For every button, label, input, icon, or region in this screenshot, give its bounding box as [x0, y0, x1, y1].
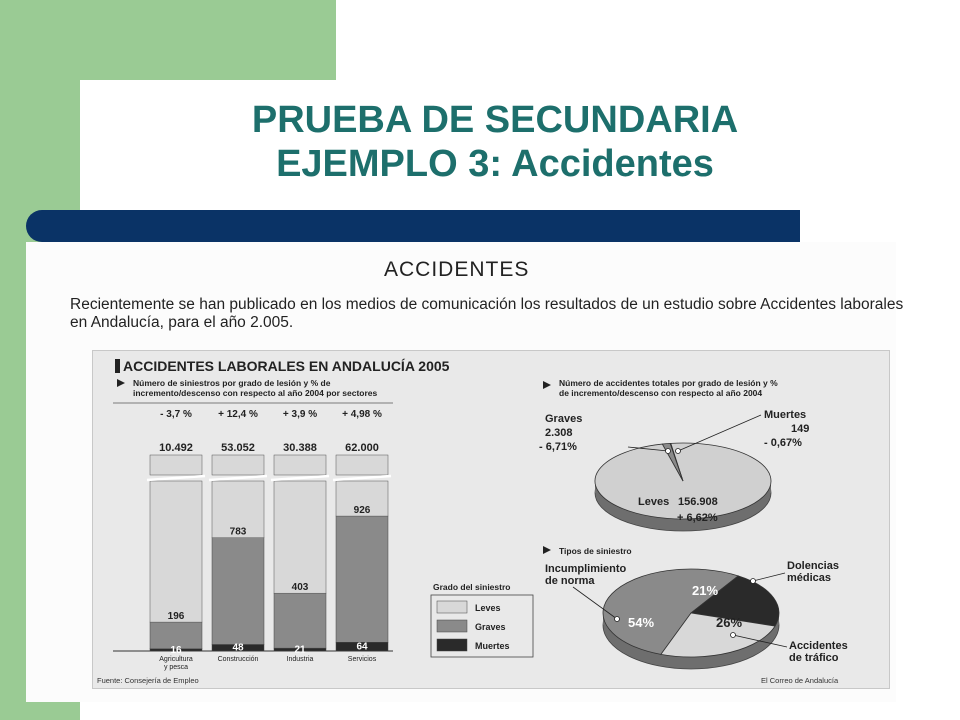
pie1-value-graves: 2.308 — [545, 427, 573, 439]
bar-pct-change: + 3,9 % — [282, 409, 318, 420]
bar-label-muertes: 64 — [356, 641, 368, 653]
pie2-label-trafico-line1: Accidentes — [789, 640, 848, 652]
pie1-change-muertes: - 0,67% — [764, 437, 802, 449]
document-heading: ACCIDENTES — [384, 258, 530, 281]
accidents-figure-svg — [93, 351, 889, 688]
bar-total-label: 10.492 — [159, 442, 193, 454]
bar-category-label: y pesca — [163, 664, 189, 671]
bar-leves-top — [274, 455, 326, 475]
pie2-leader-dot-dolencias — [751, 579, 756, 584]
bar-label-graves: 196 — [167, 611, 185, 623]
document-intro: Recientemente se han publicado en los medios de comunicación los resultados de un estudio sobre Accidentes laborales en Andalucía, para el año 2.005. — [70, 296, 904, 331]
pie2-leader-dolencias — [753, 573, 785, 581]
bar-subtitle-line1: Número de siniestros por grado de lesión y % de — [133, 378, 331, 388]
bar-label-muertes: 16 — [170, 644, 182, 656]
slide-title-line2: EJEMPLO 3: Accidentes — [276, 143, 714, 185]
legend-swatch — [437, 620, 467, 632]
axis-break-mark — [209, 476, 267, 480]
bar-total-label: 53.052 — [221, 442, 255, 454]
legend-swatch — [437, 639, 467, 651]
pie1-label-muertes: Muertes — [764, 409, 807, 421]
bar-category-label: Servicios — [347, 656, 377, 663]
pie1-value-leves: 156.908 — [678, 496, 718, 508]
bar-pct-change: - 3,7 % — [160, 409, 192, 420]
title-marker — [115, 359, 120, 373]
figure-publisher: El Correo de Andalucía — [761, 676, 839, 685]
pie1-label-leves: Leves — [638, 496, 670, 508]
bar-leves — [150, 481, 202, 622]
axis-break-mark — [147, 476, 205, 480]
title-divider-bar — [26, 210, 800, 242]
pie2-pct-label: 21% — [691, 583, 719, 598]
legend-label: Muertes — [475, 641, 510, 651]
bar-label-muertes: 21 — [294, 644, 306, 656]
top-green-band — [80, 0, 336, 80]
bar-category-label: Industria — [286, 656, 314, 663]
bar-label-graves: 403 — [291, 582, 309, 594]
pie1-subtitle-line1: Número de accidentes totales por grado de lesión y % — [559, 378, 778, 388]
pie2-label-trafico-line2: de tráfico — [789, 652, 839, 664]
pie1-subtitle-line2: de incremento/descenso con respecto al año 2004 — [559, 388, 763, 398]
legend — [437, 601, 510, 651]
pie1-change-leves: + 6,62% — [677, 512, 718, 524]
pie2-pct-label: 26% — [715, 615, 743, 630]
pie2-subtitle-arrow-icon — [543, 546, 551, 554]
bar-category-label: Construcción — [217, 656, 259, 663]
pie2-pct-label: 54% — [627, 615, 655, 630]
bar-pct-change: + 4,98 % — [342, 409, 382, 420]
bar-leves-top — [212, 455, 264, 475]
pie2-label-dolencias-line2: médicas — [787, 572, 832, 584]
accidents-figure — [92, 350, 890, 689]
bar-graves — [336, 516, 388, 642]
axis-break-mark — [333, 476, 391, 480]
pie1-label-graves: Graves — [545, 413, 583, 425]
pie1-subtitle-arrow-icon — [543, 381, 551, 389]
legend-label: Leves — [475, 603, 501, 613]
bar-label-muertes: 48 — [232, 642, 244, 654]
bar-graves — [212, 538, 264, 645]
pie1-change-graves: - 6,71% — [539, 441, 577, 453]
pie2-label-incumplimiento-line1: Incumplimiento — [545, 563, 627, 575]
bar-leves — [274, 481, 326, 593]
bar-subtitle-arrow-icon — [117, 379, 125, 387]
bar-category-label: Agricultura — [159, 656, 193, 663]
pie2-label-dolencias-line1: Dolencias — [787, 560, 839, 572]
legend-title: Grado del siniestro — [433, 582, 511, 592]
pie-tipos — [573, 569, 787, 669]
bar-total-label: 62.000 — [345, 442, 379, 454]
pie1-leader-dot-graves — [666, 449, 671, 454]
bar-leves-top — [150, 455, 202, 475]
pie1-value-muertes: 149 — [791, 423, 810, 435]
legend-label: Graves — [475, 622, 506, 632]
bar-total-label: 30.388 — [283, 442, 317, 454]
slide-title-line1: PRUEBA DE SECUNDARIA — [251, 99, 739, 141]
pie2-leader-dot-incumplimiento — [615, 617, 620, 622]
pie2-leader-dot-trafico — [731, 633, 736, 638]
bar-subtitle-line2: incremento/descenso con respecto al año 2004 por sectores — [133, 388, 378, 398]
legend-swatch — [437, 601, 467, 613]
pie2-subtitle: Tipos de siniestro — [559, 546, 632, 556]
bar-label-graves: 783 — [229, 526, 247, 538]
pie1-leader-dot-muertes — [676, 449, 681, 454]
pie1-leader-muertes — [678, 415, 761, 451]
bar-pct-change: + 12,4 % — [218, 409, 258, 420]
bar-label-graves: 926 — [353, 505, 371, 517]
axis-break-mark — [271, 476, 329, 480]
pie2-label-incumplimiento-line2: de norma — [545, 575, 595, 587]
bar-chart — [113, 409, 393, 671]
figure-source: Fuente: Consejería de Empleo — [97, 676, 199, 685]
bar-graves — [274, 593, 326, 648]
figure-title: ACCIDENTES LABORALES EN ANDALUCÍA 2005 — [123, 358, 450, 374]
bar-leves-top — [336, 455, 388, 475]
